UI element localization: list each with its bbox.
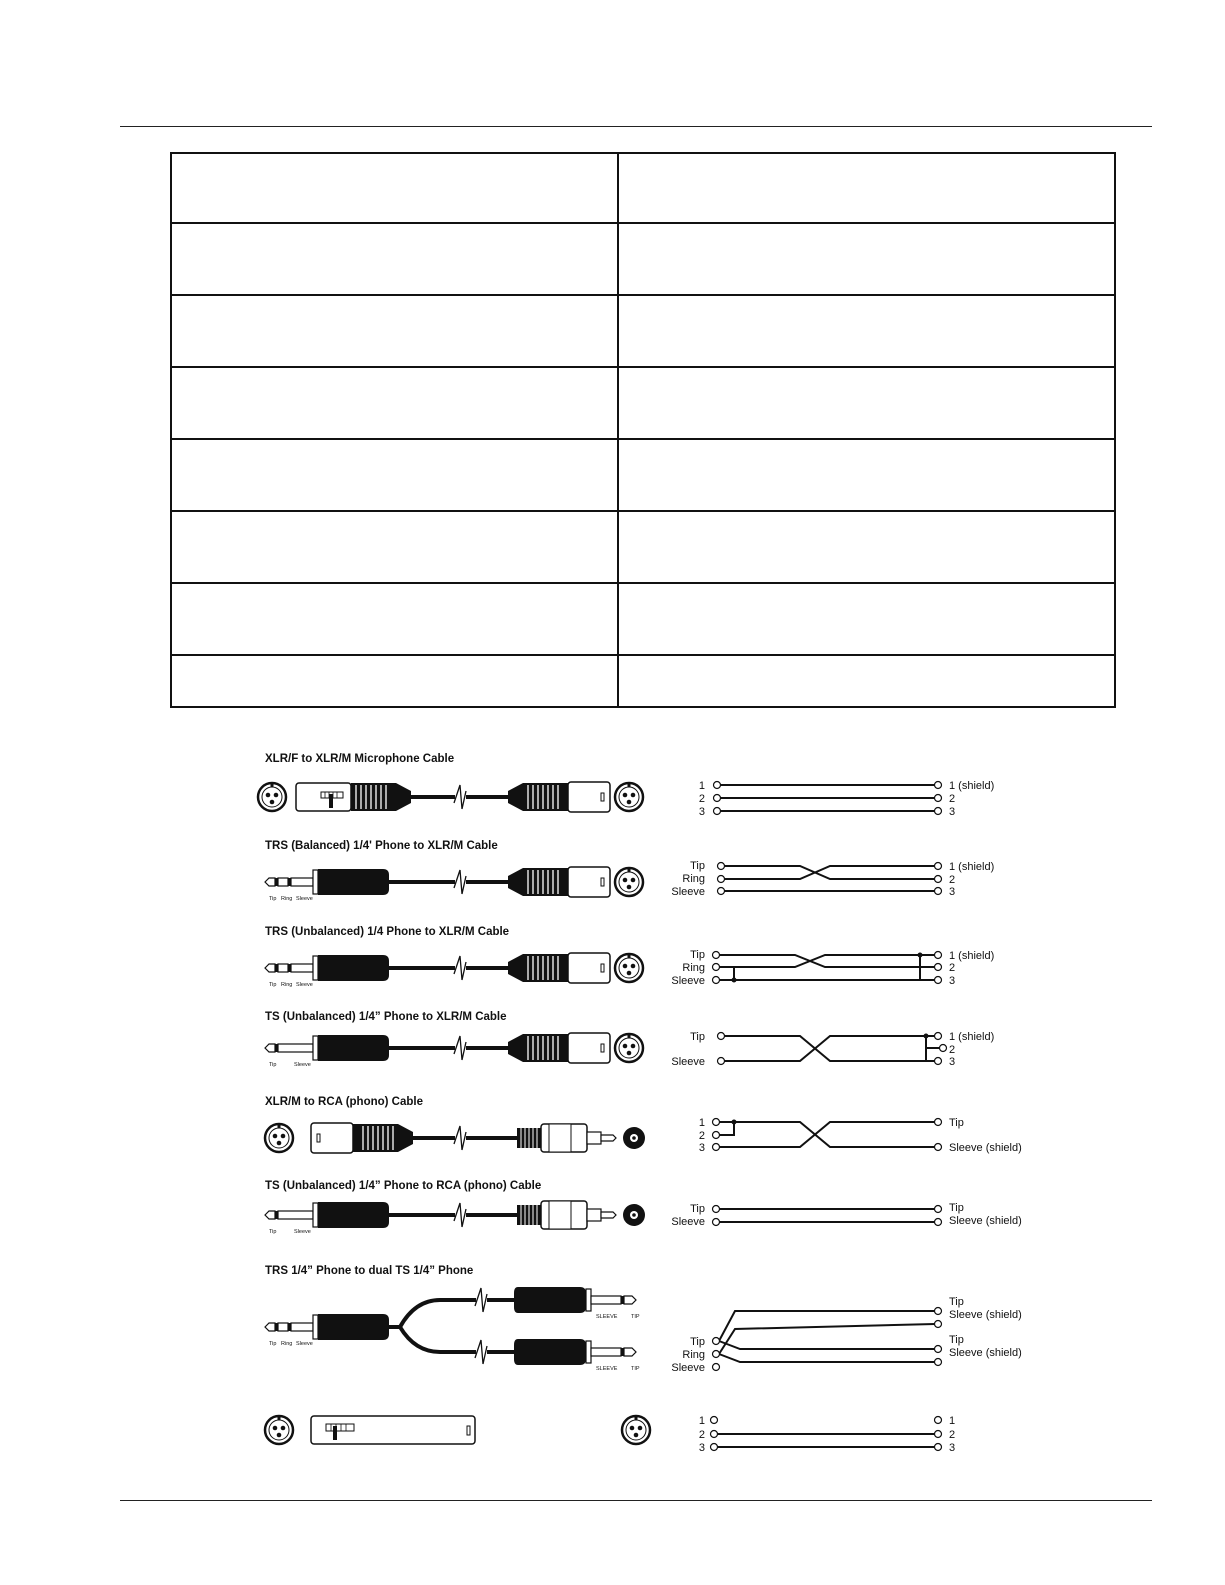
pin-label: Sleeve (shield) xyxy=(949,1215,1022,1227)
cable-title-trs-unbal-xlr: TRS (Unbalanced) 1/4 Phone to XLR/M Cable xyxy=(265,926,510,938)
pin-label: 1 xyxy=(698,1415,705,1427)
pin-label: 3 xyxy=(698,1142,705,1154)
cable-title-xlr-rca: XLR/M to RCA (phono) Cable xyxy=(265,1096,423,1108)
plug-label-sleeve: Sleeve xyxy=(294,1062,311,1068)
split-label-tip: TIP xyxy=(631,1314,640,1320)
cable-illustration-trs-dual-ts xyxy=(265,1287,640,1372)
cable-title-trs-dual-ts: TRS 1/4” Phone to dual TS 1/4” Phone xyxy=(265,1265,474,1277)
pin-label: Tip xyxy=(690,1336,705,1348)
pin-label: 2 xyxy=(949,962,956,974)
pin-label: 1 (shield) xyxy=(949,1031,995,1043)
pin-label: 3 xyxy=(698,1442,705,1454)
pin-label: 3 xyxy=(949,1056,956,1068)
plug-label-sleeve: Sleeve xyxy=(296,1341,313,1347)
pin-label: 2 xyxy=(698,1130,705,1142)
pin-label: Tip xyxy=(949,1117,964,1129)
pin-label: Tip xyxy=(949,1202,964,1214)
pin-label: Sleeve (shield) xyxy=(949,1309,1022,1321)
plug-label-tip: Tip xyxy=(269,896,277,902)
plug-label-sleeve: Sleeve xyxy=(294,1229,311,1235)
cable-title-ts-xlr: TS (Unbalanced) 1/4” Phone to XLR/M Cable xyxy=(265,1011,507,1023)
pin-label: Tip xyxy=(690,860,705,872)
cable-illustration-adapter xyxy=(265,1416,650,1444)
pin-label: Sleeve xyxy=(671,1362,705,1374)
pin-label: 2 xyxy=(949,1429,956,1441)
pin-label: 1 (shield) xyxy=(949,861,995,873)
junction-dots xyxy=(732,953,929,1125)
pin-label: Sleeve xyxy=(671,1056,705,1068)
plug-label-ring: Ring xyxy=(281,1341,293,1347)
pin-label: 1 (shield) xyxy=(949,950,995,962)
pin-label: 2 xyxy=(949,874,956,886)
plug-label-ring: Ring xyxy=(281,896,293,902)
pin-label: Sleeve (shield) xyxy=(949,1347,1022,1359)
plug-label-tip: Tip xyxy=(269,1341,277,1347)
pin-label: 1 xyxy=(698,1117,705,1129)
pin-label: Ring xyxy=(682,1349,705,1361)
pin-label: 3 xyxy=(949,1442,956,1454)
terminal-circles xyxy=(711,782,947,1451)
pin-label: 3 xyxy=(949,975,956,987)
plug-label-sleeve: Sleeve xyxy=(296,982,313,988)
pin-label: Sleeve xyxy=(671,886,705,898)
pin-label: 3 xyxy=(949,806,956,818)
cable-illustration-trs-unbal-xlr xyxy=(265,953,643,988)
plug-label-tip: Tip xyxy=(269,1062,277,1068)
cable-title-xlr-xlr: XLR/F to XLR/M Microphone Cable xyxy=(265,753,455,765)
pin-label: Tip xyxy=(690,1031,705,1043)
pin-label: 3 xyxy=(949,886,956,898)
pin-label: Tip xyxy=(949,1296,964,1308)
pin-label: 1 xyxy=(698,780,705,792)
plug-label-tip: Tip xyxy=(269,982,277,988)
pin-label: 2 xyxy=(949,1044,956,1056)
cable-illustration-ts-xlr xyxy=(265,1033,643,1068)
pin-label: 3 xyxy=(698,806,705,818)
pin-label: Tip xyxy=(949,1334,964,1346)
pin-label: 2 xyxy=(698,793,705,805)
pin-label: 1 (shield) xyxy=(949,780,995,792)
split-label-sleeve: SLEEVE xyxy=(596,1366,618,1372)
cable-title-ts-rca: TS (Unbalanced) 1/4” Phone to RCA (phono) Cable xyxy=(265,1180,542,1192)
wiring-schematics xyxy=(717,785,940,1447)
cable-illustration-trs-bal-xlr xyxy=(265,867,643,902)
plug-label-ring: Ring xyxy=(281,982,293,988)
pin-label: 2 xyxy=(949,793,956,805)
cable-title-trs-bal-xlr: TRS (Balanced) 1/4' Phone to XLR/M Cable xyxy=(265,840,498,852)
plug-label-tip: Tip xyxy=(269,1229,277,1235)
split-label-sleeve: SLEEVE xyxy=(596,1314,618,1320)
pin-label: Sleeve xyxy=(671,975,705,987)
pin-label: Sleeve xyxy=(671,1216,705,1228)
pin-label: Ring xyxy=(682,962,705,974)
pin-label: 1 xyxy=(949,1415,956,1427)
pin-label: Tip xyxy=(690,1203,705,1215)
split-label-tip: TIP xyxy=(631,1366,640,1372)
pin-label: Tip xyxy=(690,949,705,961)
cable-illustration-xlr-rca xyxy=(265,1123,645,1153)
pin-label: Sleeve (shield) xyxy=(949,1142,1022,1154)
pin-label: 2 xyxy=(698,1429,705,1441)
cable-illustration-ts-rca xyxy=(265,1201,645,1235)
pin-label: Ring xyxy=(682,873,705,885)
cable-illustration-xlr-xlr xyxy=(258,782,643,812)
plug-label-sleeve: Sleeve xyxy=(296,896,313,902)
